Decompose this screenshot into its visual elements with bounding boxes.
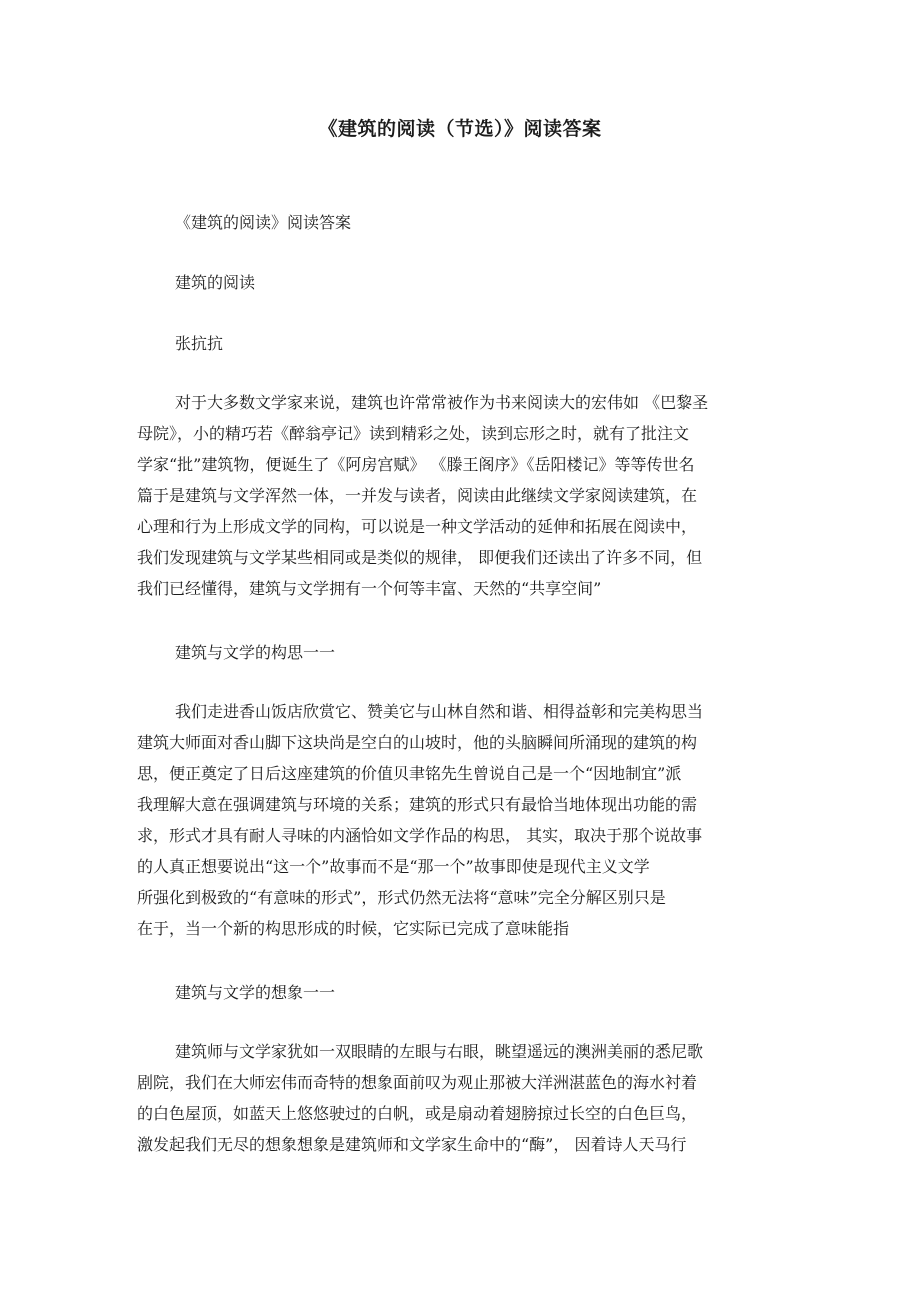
author-name: 张抗抗 <box>175 334 224 353</box>
paragraph-line: 建筑师与文学家犹如一双眼睛的左眼与右眼，眺望遥远的澳洲美丽的悉尼歌 <box>175 1042 704 1061</box>
paragraph-conception <box>137 696 777 944</box>
paragraph-line: 建筑大师面对香山脚下这块尚是空白的山坡时，他的头脑瞬间所涌现的建筑的构 <box>137 733 698 752</box>
document-title: 《建筑的阅读（节选）》阅读答案 <box>318 118 602 140</box>
paragraph-line: 心理和行为上形成文学的同构，可以说是一种文学活动的延伸和拓展在阅读中， <box>137 517 698 536</box>
paragraph-line: 篇于是建筑与文学浑然一体，一并发与读者，阅读由此继续文学家阅读建筑，在 <box>137 486 698 505</box>
paragraph-line: 的人真正想要说出“这一个”故事而不是“那一个”故事即使是现代主义文学 <box>137 857 650 876</box>
paragraph-line: 对于大多数文学家来说，建筑也许常常被作为书来阅读大的宏伟如 《巴黎圣 <box>175 393 709 412</box>
paragraph-line: 我们走进香山饭店欣赏它、赞美它与山林自然和谐、相得益彰和完美构思当 <box>175 702 704 721</box>
paragraph-line: 思，便正奠定了日后这座建筑的价值贝聿铭先生曾说自己是一个“因地制宜”派 <box>137 764 682 783</box>
paragraph-line: 的白色屋顶，如蓝天上悠悠驶过的白帆，或是扇动着翅膀掠过长空的白色巨鸟， <box>137 1104 698 1123</box>
paragraph-line: 剧院，我们在大师宏伟而奇特的想象面前叹为观止那被大洋洲湛蓝色的海水衬着 <box>137 1073 698 1092</box>
paragraph-line: 我们发现建筑与文学某些相同或是类似的规律， 即便我们还读出了许多不同，但 <box>137 548 703 567</box>
section-heading-conception: 建筑与文学的构思一一 <box>175 643 336 662</box>
paragraph-line: 所强化到极致的“有意味的形式”，形式仍然无法将“意味”完全分解区别只是 <box>137 888 666 907</box>
paragraph-line: 我们已经懂得，建筑与文学拥有一个何等丰富、天然的“共享空间” <box>137 579 602 598</box>
paragraph-intro <box>137 387 777 604</box>
paragraph-line: 求，形式才具有耐人寻味的内涵恰如文学作品的构思， 其实，取决于那个说故事 <box>137 826 703 845</box>
paragraph-line: 我理解大意在强调建筑与环境的关系；建筑的形式只有最恰当地体现出功能的需 <box>137 795 698 814</box>
paragraph-line: 学家“批”建筑物，便诞生了《阿房宫赋》 《滕王阁序》《岳阳楼记》等等传世名 <box>137 455 695 474</box>
paragraph-line: 在于，当一个新的构思形成的时候，它实际已完成了意味能指 <box>137 919 570 938</box>
paragraph-imagination <box>137 1036 777 1160</box>
paragraph-line: 母院》，小的精巧若《醉翁亭记》读到精彩之处，读到忘形之时，就有了批注文 <box>137 424 690 443</box>
section-heading-imagination: 建筑与文学的想象一一 <box>175 983 336 1002</box>
subtitle: 《建筑的阅读》阅读答案 <box>175 213 352 232</box>
paragraph-line: 激发起我们无尽的想象想象是建筑师和文学家生命中的“酶”， 因着诗人天马行 <box>137 1135 687 1154</box>
article-title: 建筑的阅读 <box>175 273 256 292</box>
